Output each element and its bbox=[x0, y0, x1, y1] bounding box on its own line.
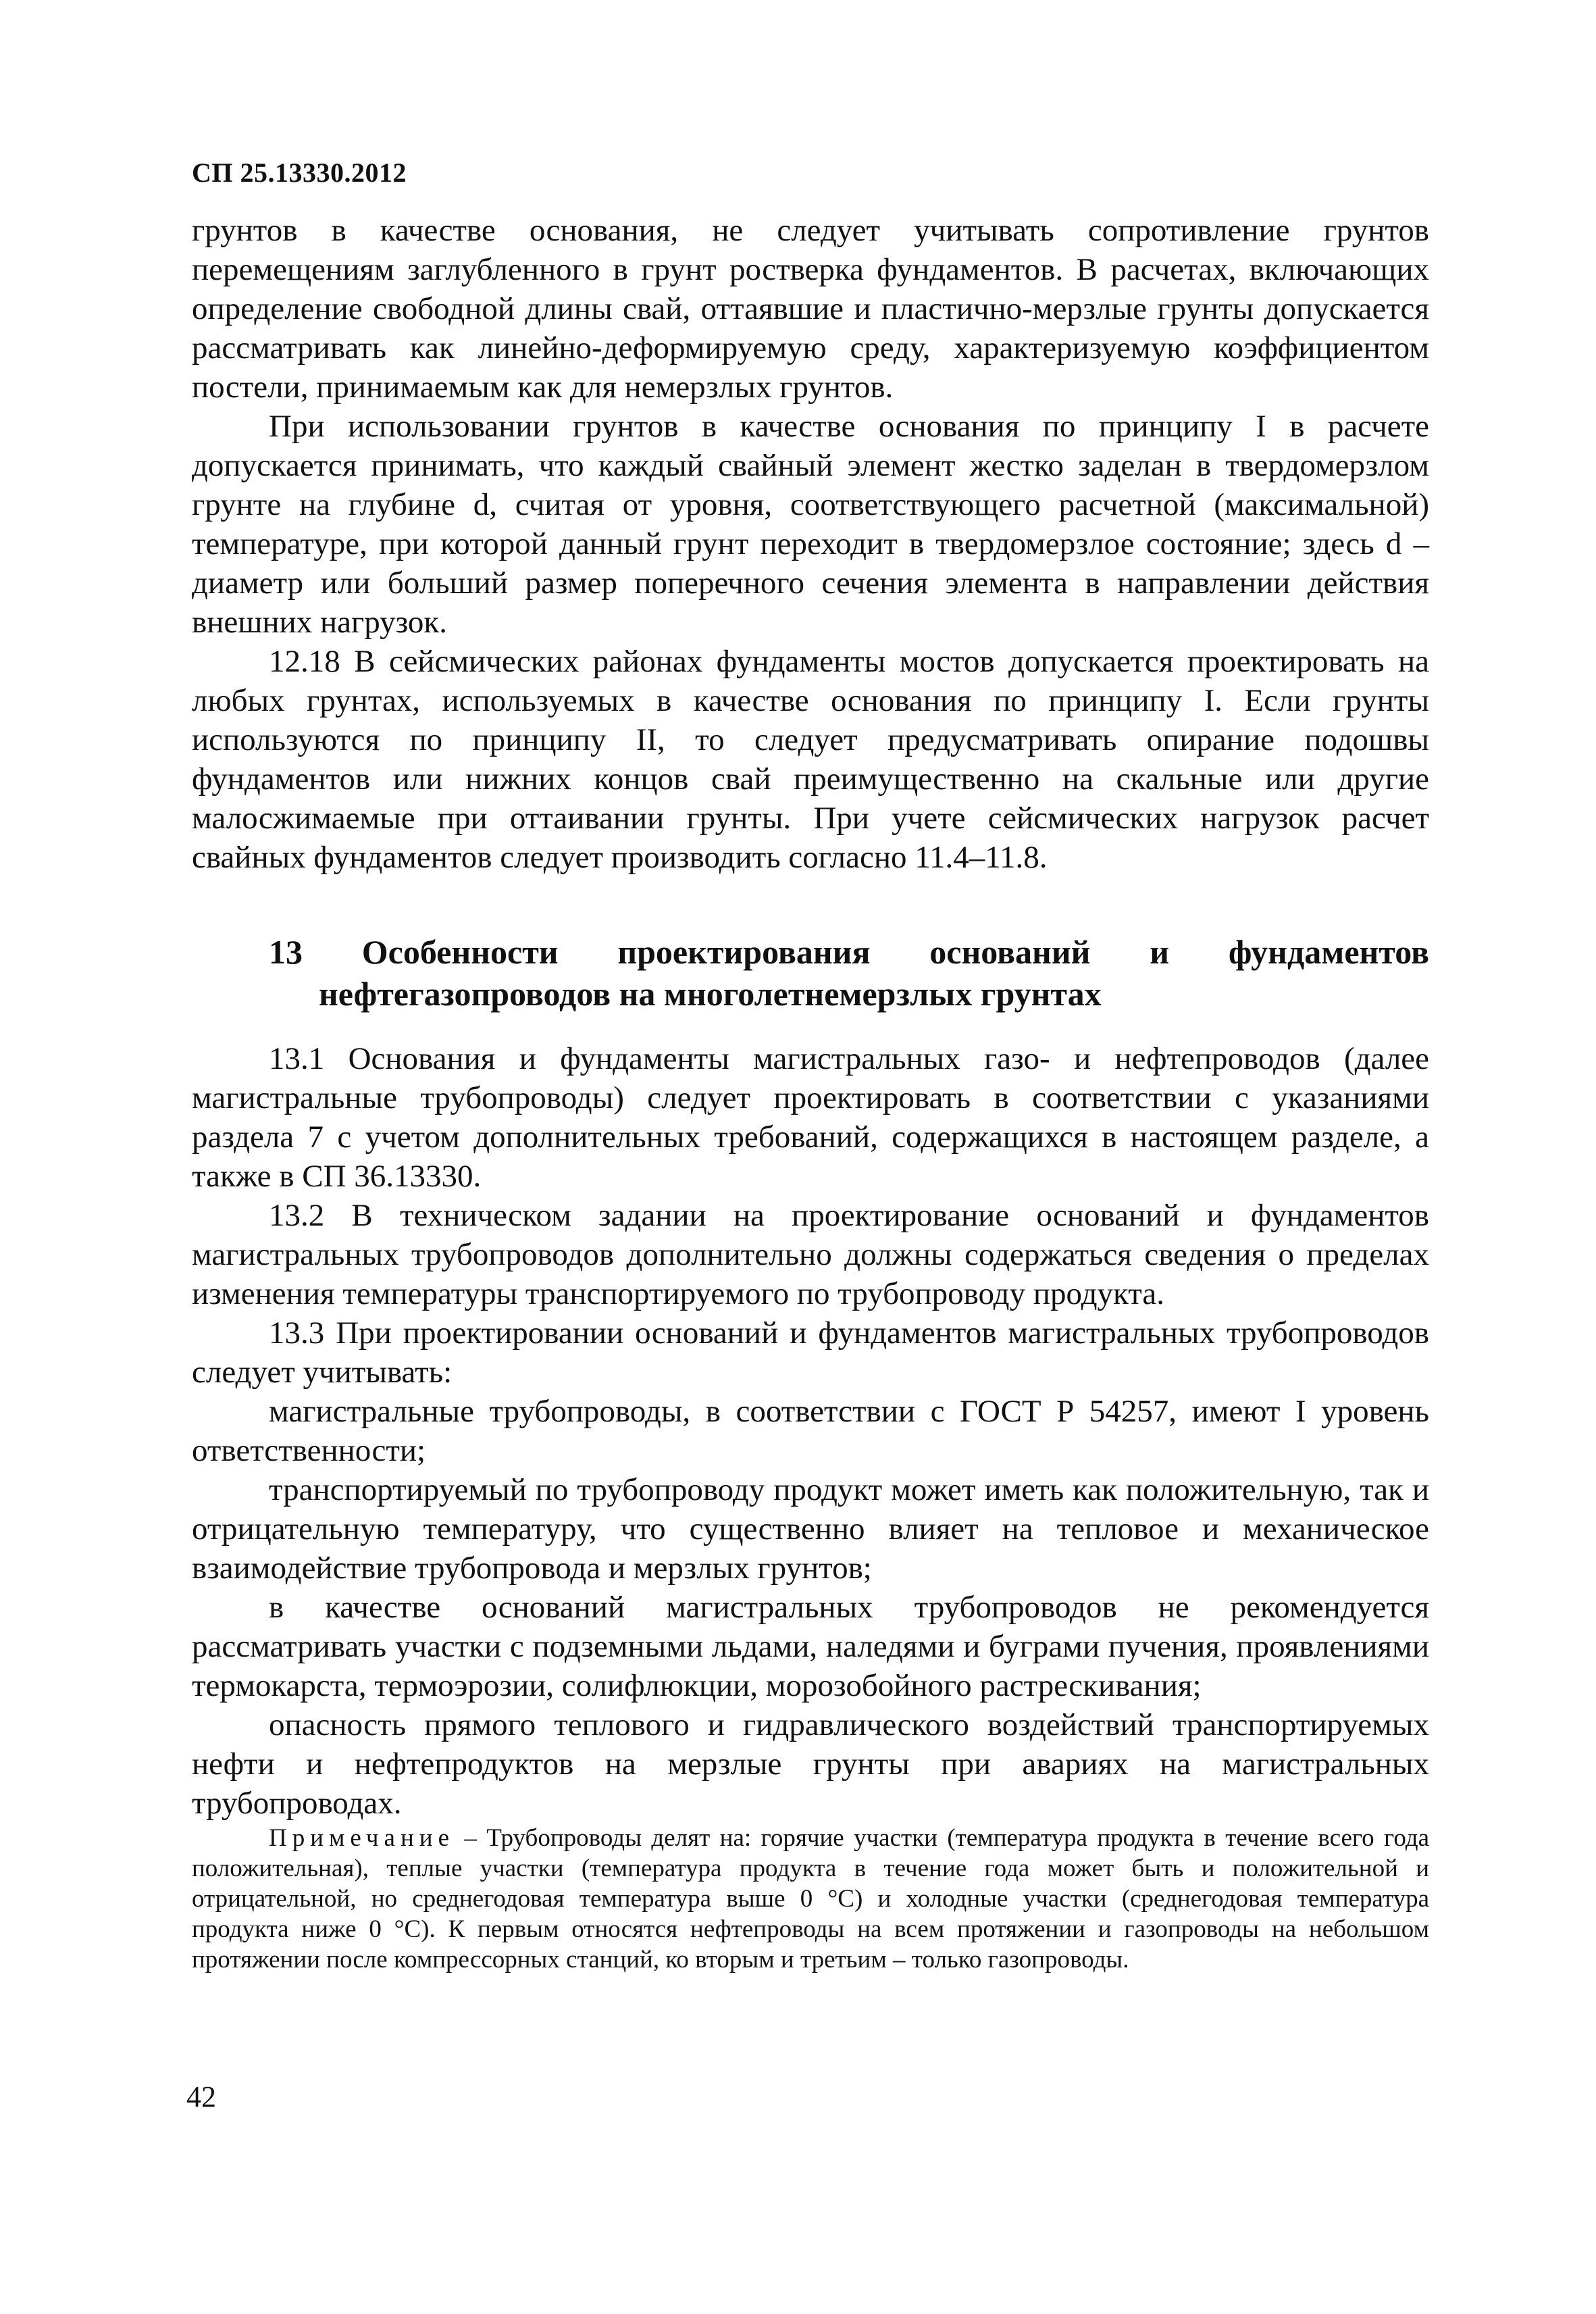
paragraph: При использовании грунтов в качестве основания по принципу I в расчете допускается принимать, что каждый свайный элемент жестко заделан в твердомерзлом грунте на глубине d, считая от уровня, соответствующего расчетной (максимальной) температуре, при которой данный грунт переходит в твердомерзлое состояние; здесь d – диаметр или больший размер поперечного сечения элемента в направлении действия внешних нагрузок. bbox=[192, 409, 1429, 640]
list-item: транспортируемый по трубопроводу продукт может иметь как положительную, так и отрицательную температуру, что существенно влияет на тепловое и механическое взаимодействие трубопровода и мерзлых грунтов; bbox=[192, 1472, 1429, 1586]
document-code-header: СП 25.13330.2012 bbox=[192, 157, 407, 188]
list-item: опасность прямого теплового и гидравлического воздействий транспортируемых нефти и нефтепродуктов на мерзлые грунты при авариях на магистральных трубопроводах. bbox=[192, 1707, 1429, 1821]
paragraph-13-2: 13.2 В техническом задании на проектирование оснований и фундаментов магистральных трубопроводов дополнительно должны содержаться сведения о пределах изменения температуры транспортируемого по трубопроводу продукта. bbox=[192, 1198, 1429, 1311]
note bbox=[192, 1823, 1429, 1975]
document-body bbox=[192, 211, 1429, 1975]
paragraph-13-3: 13.3 При проектировании оснований и фундаментов магистральных трубопроводов следует учитывать: bbox=[192, 1315, 1429, 1390]
list-item: магистральные трубопроводы, в соответствии с ГОСТ Р 54257, имеют I уровень ответственности; bbox=[192, 1394, 1429, 1468]
paragraph-12-18: 12.18 В сейсмических районах фундаменты мостов допускается проектировать на любых грунтах, используемых в качестве основания по принципу I. Если грунты используются по принципу II, то следует предусматривать опирание подошвы фундаментов или нижних концов свай преимущественно на скальные или другие малосжимаемые при оттаивании грунты. При учете сейсмических нагрузок расчет свайных фундаментов следует производить согласно 11.4–11.8. bbox=[192, 644, 1429, 875]
section-13-heading bbox=[192, 931, 1429, 1015]
note-label: Примечание bbox=[269, 1824, 455, 1852]
paragraph: грунтов в качестве основания, не следует учитывать сопротивление грунтов перемещениям заглубленного в грунт ростверка фундаментов. В расчетах, включающих определение свободной длины свай, оттаявшие и пластично-мерзлые грунты допускается рассматривать как линейно-деформируемую среду, характеризуемую коэффициентом постели, принимаемым как для немерзлых грунтов. bbox=[192, 213, 1429, 405]
note-text: – Трубопроводы делят на: горячие участки (температура продукта в течение всего года положительная), теплые участки (температура продукта в течение года может быть и положительной и отрицательной, но среднегодовая температура выше 0 °C) и холодные участки (среднегодовая температура продукта ниже 0 °C). К первым относятся нефтепроводы на всем протяжении и газопроводы на небольшом протяжении после компрессорных станций, ко вторым и третьим – только газопроводы. bbox=[192, 1824, 1429, 1973]
list-item: в качестве оснований магистральных трубопроводов не рекомендуется рассматривать участки с подземными льдами, наледями и буграми пучения, проявлениями термокарста, термоэрозии, солифлюкции, морозобойного растрескивания; bbox=[192, 1590, 1429, 1703]
paragraph-13-1: 13.1 Основания и фундаменты магистральных газо- и нефтепроводов (далее магистральные трубопроводы) следует проектировать в соответствии с указаниями раздела 7 с учетом дополнительных требований, содержащихся в настоящем разделе, а также в СП 36.13330. bbox=[192, 1041, 1429, 1194]
section-title-line-2: нефтегазопроводов на многолетнемерзлых грунтах bbox=[319, 975, 1102, 1013]
page-number: 42 bbox=[186, 2080, 216, 2113]
section-title-line-1: 13 Особенности проектирования оснований и фундаментов bbox=[269, 933, 1429, 971]
